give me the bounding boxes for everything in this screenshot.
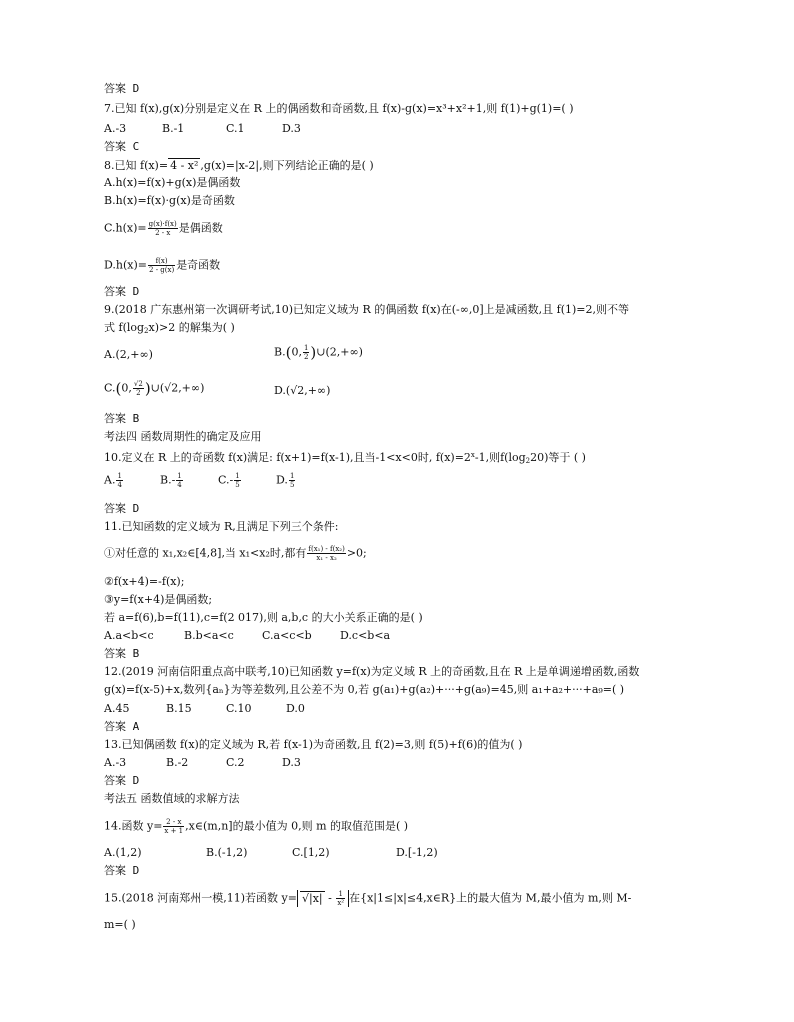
superscript: x <box>470 451 475 459</box>
fraction <box>336 890 345 907</box>
q7-option-d: D.3 <box>282 122 301 135</box>
fraction <box>133 380 144 397</box>
fraction <box>176 472 182 489</box>
numerator: 1 <box>336 890 345 899</box>
fraction <box>148 257 175 274</box>
fraction <box>163 818 184 835</box>
q14-option-c: C.[1,2) <box>292 846 330 859</box>
denominator: x₁ - x₂ <box>316 554 337 562</box>
text: 10.定义在 R 上的奇函数 f(x)满足: f(x+1)=f(x-1),且当-1<x<0时, f(x)=2 <box>104 451 471 464</box>
q8-option-d <box>104 257 220 274</box>
q13-option-c: C.2 <box>226 756 245 769</box>
text: 20)等于 ( ) <box>530 451 586 464</box>
text: 15.(2018 河南郑州一模,11)若函数 y= <box>104 891 297 905</box>
numerator: g(x)·f(x) <box>148 220 177 228</box>
answer-line: 答案 D <box>104 864 140 877</box>
option-suffix: 是奇函数 <box>176 258 221 272</box>
q11-condition-2: ②f(x+4)=-f(x); <box>104 575 185 588</box>
numerator: 1 <box>289 472 295 480</box>
text: ∪(2,+∞) <box>316 345 363 359</box>
section-heading: 考法五 函数值域的求解方法 <box>104 792 240 805</box>
q14-option-b: B.(-1,2) <box>206 846 248 859</box>
subscript: 2 <box>525 457 531 465</box>
answer-line: 答案 D <box>104 502 140 515</box>
sqrt-expression: 4 - x² <box>170 159 199 172</box>
text: >0; <box>346 546 367 560</box>
q8-suffix: ,g(x)=|x-2|,则下列结论正确的是( ) <box>200 159 374 172</box>
fraction <box>289 472 295 489</box>
text: -1,则f(log <box>474 451 526 464</box>
q13-option-a: A.-3 <box>104 756 127 769</box>
q9-option-c: C.(0, $\frac{√2}{2}$ )∪(√2,+∞) <box>104 379 205 398</box>
denominator: 2 <box>136 389 141 397</box>
q12-option-a: A.45 <box>104 702 130 715</box>
text: ①对任意的 x₁,x₂∈[4,8],当 x₁<x₂时,都有 <box>104 546 307 560</box>
numerator: √2 <box>133 380 143 388</box>
answer-line: 答案 D <box>104 774 140 787</box>
option-suffix: 是偶函数 <box>178 221 223 235</box>
answer-line: 答案 A <box>104 720 140 733</box>
q10-option-b <box>160 472 184 489</box>
question-9-line-2 <box>104 321 235 338</box>
text: x)>2 的解集为( ) <box>148 321 235 334</box>
absolute-value: √|x| - $\frac{1}{\text{x²}}$ <box>297 890 349 907</box>
option-prefix: D.h(x)= <box>104 258 148 272</box>
text: 式 f(log <box>104 321 145 334</box>
answer-line: 答案 B <box>104 647 140 660</box>
question-9-line-1: 9.(2018 广东惠州第一次调研考试,10)已知定义域为 R 的偶函数 f(x)在(-∞,0]上是减函数,且 f(1)=2,则不等 <box>104 303 630 316</box>
q11-question: 若 a=f(6),b=f(11),c=f(2 017),则 a,b,c 的大小关系正确的是( ) <box>104 611 423 624</box>
question-11: 11.已知函数的定义域为 R,且满足下列三个条件: <box>104 520 339 533</box>
option-prefix: C. <box>104 381 116 395</box>
denominator: 4 <box>177 481 182 489</box>
q9-option-a: A.(2,+∞) <box>104 348 153 361</box>
q11-option-c: C.a<c<b <box>262 629 312 642</box>
question-15 <box>104 890 631 907</box>
section-heading: 考法四 函数周期性的确定及应用 <box>104 430 262 443</box>
q12-option-d: D.0 <box>286 702 305 715</box>
answer-line: 答案 D <box>104 285 140 298</box>
q9-option-d: D.(√2,+∞) <box>274 384 331 397</box>
option-prefix: C.- <box>218 473 234 487</box>
sqrt-expression: √|x| <box>302 891 323 905</box>
option-prefix: A. <box>104 473 116 487</box>
option-prefix: B. <box>274 345 286 359</box>
numerator: 1 <box>235 472 240 480</box>
question-14 <box>104 818 408 835</box>
denominator: 5 <box>289 481 295 489</box>
numerator: 1 <box>117 472 122 480</box>
q7-option-c: C.1 <box>226 122 245 135</box>
fraction <box>303 344 309 361</box>
text: 0, <box>121 381 132 395</box>
question-15-line-2: m=( ) <box>104 918 136 931</box>
q11-option-d: D.c<b<a <box>340 629 391 642</box>
option-prefix: D. <box>276 473 288 487</box>
q11-condition-3: ③y=f(x+4)是偶函数; <box>104 593 213 606</box>
question-13: 13.已知偶函数 f(x)的定义域为 R,若 f(x-1)为奇函数,且 f(2)=3,则 f(5)+f(6)的值为( ) <box>104 738 523 751</box>
q8-prefix: 8.已知 f(x)= <box>104 159 169 172</box>
denominator: x + 1 <box>164 827 184 835</box>
denominator: 2 - g(x) <box>149 266 175 274</box>
fraction <box>234 472 240 489</box>
question-12-line-1: 12.(2019 河南信阳重点高中联考,10)已知函数 y=f(x)为定义域 R 上的奇函数,且在 R 上是单调递增函数,函数 <box>104 665 640 678</box>
denominator: 4 <box>117 481 122 489</box>
numerator: 1 <box>303 344 309 352</box>
q10-option-a <box>104 472 124 489</box>
numerator: 1 <box>177 472 182 480</box>
denominator: 2 <box>303 353 309 361</box>
option-prefix: C.h(x)= <box>104 221 147 235</box>
numerator: 2 - x <box>163 818 184 827</box>
q8-option-b: B.h(x)=f(x)·g(x)是奇函数 <box>104 194 235 207</box>
q9-option-b: B.(0, $\frac{1}{2}$ )∪(2,+∞) <box>274 343 363 362</box>
q10-option-c <box>218 472 242 489</box>
text: 在{x|1≤|x|≤4,x∈R}上的最大值为 M,最小值为 m,则 M- <box>349 891 632 905</box>
denominator: 5 <box>235 481 240 489</box>
text: ∪(√2,+∞) <box>150 381 205 395</box>
text: 0, <box>291 345 302 359</box>
q8-option-a: A.h(x)=f(x)+g(x)是偶函数 <box>104 176 241 189</box>
numerator: f(x₁) - f(x₂) <box>308 545 345 553</box>
q8-option-c <box>104 220 223 237</box>
q10-option-d <box>276 472 296 489</box>
question-10 <box>104 448 586 468</box>
q7-option-b: B.-1 <box>162 122 185 135</box>
fraction <box>307 545 345 562</box>
q13-option-d: D.3 <box>282 756 301 769</box>
answer-line: 答案 D <box>104 82 140 95</box>
numerator: f(x) <box>148 257 175 266</box>
answer-line: 答案 B <box>104 412 140 425</box>
question-8 <box>104 158 374 173</box>
denominator: x² <box>337 899 345 907</box>
question-12-line-2: g(x)=f(x-5)+x,数列{aₙ}为等差数列,且公差不为 0,若 g(a₁)+g(a₂)+···+g(a₉)=45,则 a₁+a₂+···+a₉=( ) <box>104 683 625 696</box>
option-prefix: B.- <box>160 473 176 487</box>
denominator: 2 - x <box>155 229 171 237</box>
q12-option-b: B.15 <box>166 702 192 715</box>
fraction <box>148 220 178 237</box>
q11-option-a: A.a<b<c <box>104 629 154 642</box>
q11-condition-1 <box>104 545 367 562</box>
q11-option-b: B.b<a<c <box>184 629 234 642</box>
q12-option-c: C.10 <box>226 702 252 715</box>
text: ,x∈(m,n]的最小值为 0,则 m 的取值范围是( ) <box>185 819 409 833</box>
question-7: 7.已知 f(x),g(x)分别是定义在 R 上的偶函数和奇函数,且 f(x)-g(x)=x³+x²+1,则 f(1)+g(1)=( ) <box>104 102 574 115</box>
q7-option-a: A.-3 <box>104 122 127 135</box>
q14-option-d: D.[-1,2) <box>396 846 438 859</box>
fraction <box>116 472 122 489</box>
answer-line: 答案 C <box>104 140 140 153</box>
q14-option-a: A.(1,2) <box>104 846 142 859</box>
q13-option-b: B.-2 <box>166 756 189 769</box>
subscript: 2 <box>144 327 149 335</box>
text: 14.函数 y= <box>104 819 163 833</box>
